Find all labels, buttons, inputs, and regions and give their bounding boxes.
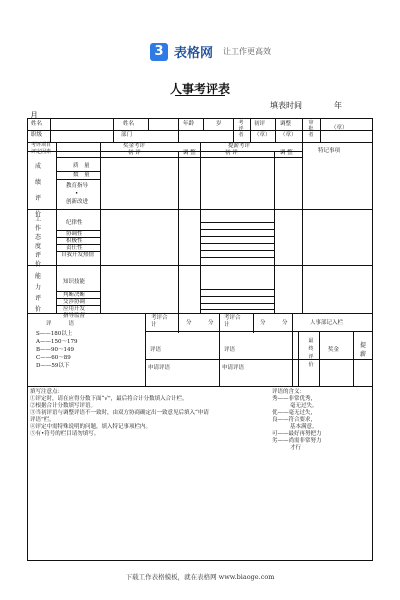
- ability-item-1: 知识技能: [63, 279, 86, 285]
- header-seal-initial: （章）: [254, 132, 271, 138]
- note-4: ④评定中需特殊说明的问题，填入特记事项栏内。: [30, 424, 152, 430]
- header-year-unit: 岁: [216, 121, 222, 127]
- note-2: ②根据合计分数填写评语。: [30, 403, 97, 409]
- attitude-item-1: 纪律性: [66, 220, 83, 226]
- promotion-adjust-unit: 分: [282, 320, 288, 326]
- bonus-label: 奖金: [328, 347, 340, 353]
- meaning-5b: 才行: [290, 445, 302, 451]
- promotion-total-label: 考评合计: [224, 315, 241, 328]
- reward-remark-label: 评语: [150, 347, 162, 353]
- section-attitude-label: 工作态度评价: [34, 216, 41, 268]
- level-d: D——59以下: [36, 363, 70, 369]
- note-3b: 评语”栏。: [30, 417, 55, 423]
- grid-promotion-header: 提薪考评: [228, 143, 251, 149]
- section-performance-label: 成绩评价: [34, 163, 41, 218]
- promotion-applicant-label: 申请评语: [222, 365, 245, 371]
- level-s: S——180以上: [36, 331, 73, 337]
- footer-text: 下载工作表格模板，就在表格网 www.biaoge.com: [125, 573, 275, 581]
- header-seal-approver: （章）: [331, 125, 348, 131]
- grid-special-note-header: 特记事项: [318, 148, 341, 154]
- grid-promotion-adjust-header: 调 整: [280, 150, 293, 156]
- header-dept-label: 部门: [121, 132, 133, 138]
- brand-logo: [150, 42, 271, 61]
- header-assessor-label: 考评者: [238, 120, 244, 138]
- meaning-3b: 基本满意。: [290, 424, 318, 430]
- dept-record-label: 人事部记入栏: [310, 320, 344, 326]
- promotion-total-unit: 分: [260, 320, 266, 326]
- note-3: ③当初评语与调整评语不一致时，由双方协商确定出一致意见后填入“申请: [30, 410, 209, 416]
- grid-assess-item-header: 考评项目: [31, 142, 52, 148]
- title-underline: [175, 95, 225, 96]
- attitude-item-4: 责任性: [66, 245, 83, 251]
- header-seal-adjust: （章）: [280, 132, 297, 138]
- header-approver-label: 审批者: [308, 120, 314, 138]
- grid-reward-adjust-header: 调 整: [183, 150, 196, 156]
- fill-time-label: 填表时间: [270, 101, 302, 110]
- scoring-label: 评 语: [46, 321, 77, 327]
- reward-total-unit: 分: [186, 320, 192, 326]
- grid-reward-initial-header: 初 评: [128, 150, 141, 156]
- level-a: A——150～179: [36, 339, 78, 345]
- brand-name: 表格网: [174, 45, 214, 60]
- performance-item-2: 数 量: [73, 172, 90, 178]
- performance-item-4: •: [75, 191, 79, 197]
- grid-promotion-initial-header: 初 评: [225, 150, 238, 156]
- header-name2-label: 姓名: [123, 121, 135, 127]
- notes-title: 填写注意点：: [30, 389, 64, 395]
- page-title: 人事考评表: [169, 82, 230, 96]
- header-name-label: 姓名: [31, 121, 43, 127]
- reward-adjust-unit: 分: [208, 320, 214, 326]
- attitude-item-2: 协调性: [66, 231, 83, 237]
- level-b: B——90～149: [36, 347, 75, 353]
- performance-item-5: 创新改进: [66, 199, 89, 205]
- meaning-5: 劣——尚需非常努力: [272, 438, 322, 444]
- reward-applicant-label: 申请评语: [148, 365, 171, 371]
- grid-reward-header: 奖金考评: [123, 143, 146, 149]
- attitude-item-3: 积极性: [66, 238, 83, 244]
- header-position-label: 职级: [31, 132, 43, 138]
- meaning-3: 良——符合要求，: [272, 417, 317, 423]
- ability-item-3: 交涉协调: [63, 299, 86, 305]
- final-evaluation-label: 最终评价: [308, 338, 314, 368]
- raise-label: 提薪: [359, 342, 366, 358]
- fill-month-label: 月: [30, 111, 38, 120]
- fill-year-label: 年: [334, 101, 342, 110]
- meaning-title: 评语的含义：: [272, 389, 306, 395]
- meaning-4: 可——最好再努把力: [272, 431, 322, 437]
- meaning-1: 秀——非常优秀，: [272, 396, 317, 402]
- note-5: ⑤有•符号的栏目请勿填写。: [30, 431, 100, 437]
- note-1: ①评定时，请在应得分数下面“√”，最后将合计分数填入合计栏。: [30, 396, 188, 402]
- attitude-item-5: 自我开发热情: [61, 252, 95, 258]
- brand-slogan: 让工作更高效: [223, 47, 272, 56]
- ability-item-2: 判断决断: [63, 292, 86, 298]
- evaluation-form: [27, 118, 373, 561]
- reward-total-label: 考评合计: [151, 315, 168, 328]
- promotion-remark-label: 评语: [224, 347, 236, 353]
- performance-item-3: 教育指导: [66, 183, 89, 189]
- meaning-2: 优——毫无过失，: [272, 410, 317, 416]
- logo-icon: 3: [150, 43, 168, 61]
- header-adjust-label: 调整: [280, 121, 292, 127]
- ability-item-4: 应用开发: [63, 306, 86, 312]
- grid-evaluator-header: 评定因素: [31, 149, 52, 155]
- section-ability-label: 能力评价: [34, 273, 41, 313]
- header-age-label: 年龄: [183, 121, 195, 127]
- header-initial-label: 初评: [254, 121, 266, 127]
- performance-item-1: 质 量: [73, 163, 90, 169]
- level-c: C——60～89: [36, 355, 71, 361]
- ability-item-5: 指导监督: [63, 313, 86, 319]
- meaning-1b: 毫无过失。: [290, 403, 318, 409]
